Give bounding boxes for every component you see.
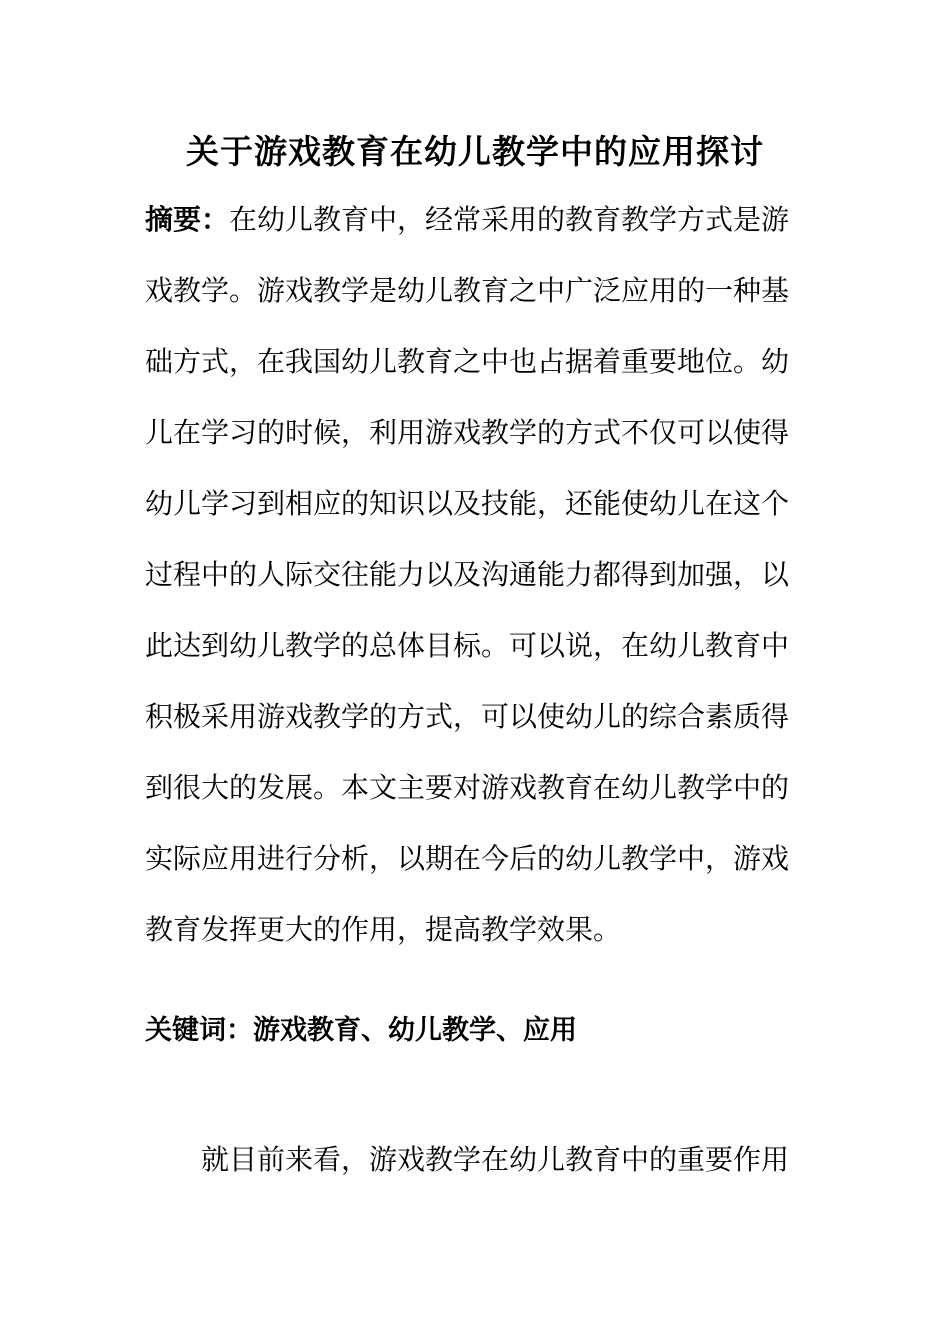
abstract-line: 戏教学。游戏教学是幼儿教育之中广泛应用的一种基 [145,274,790,307]
keywords-line [145,995,809,1066]
abstract-line: 积极采用游戏教学的方式，可以使幼儿的综合素质得 [145,700,790,733]
abstract-line [145,184,809,255]
document-title: 关于游戏教育在幼儿教学中的应用探讨 [186,132,764,171]
abstract-paragraph [145,184,809,965]
intro-paragraph: 就目前来看，游戏教学在幼儿教育中的重要作用 [201,1143,790,1176]
abstract-line: 到很大的发展。本文主要对游戏教育在幼儿教学中的 [145,771,790,804]
abstract-line: 幼儿学习到相应的知识以及技能，还能使幼儿在这个 [145,487,790,520]
abstract-line: 儿在学习的时候，利用游戏教学的方式不仅可以使得 [145,416,790,449]
keywords-label: 关键词： [145,1015,253,1046]
abstract-line: 过程中的人际交往能力以及沟通能力都得到加强，以 [145,558,790,591]
keywords-value: 游戏教育、幼儿教学、应用 [253,1015,577,1046]
abstract-line: 实际应用进行分析，以期在今后的幼儿教学中，游戏 [145,842,790,875]
abstract-label: 摘要： [145,203,230,236]
abstract-text: 在幼儿教育中，经常采用的教育教学方式是游 [229,203,790,236]
abstract-line: 教育发挥更大的作用，提高教学效果。 [145,913,622,946]
abstract-line: 此达到幼儿教学的总体目标。可以说，在幼儿教育中 [145,629,790,662]
abstract-line: 础方式，在我国幼儿教育之中也占据着重要地位。幼 [145,345,790,378]
